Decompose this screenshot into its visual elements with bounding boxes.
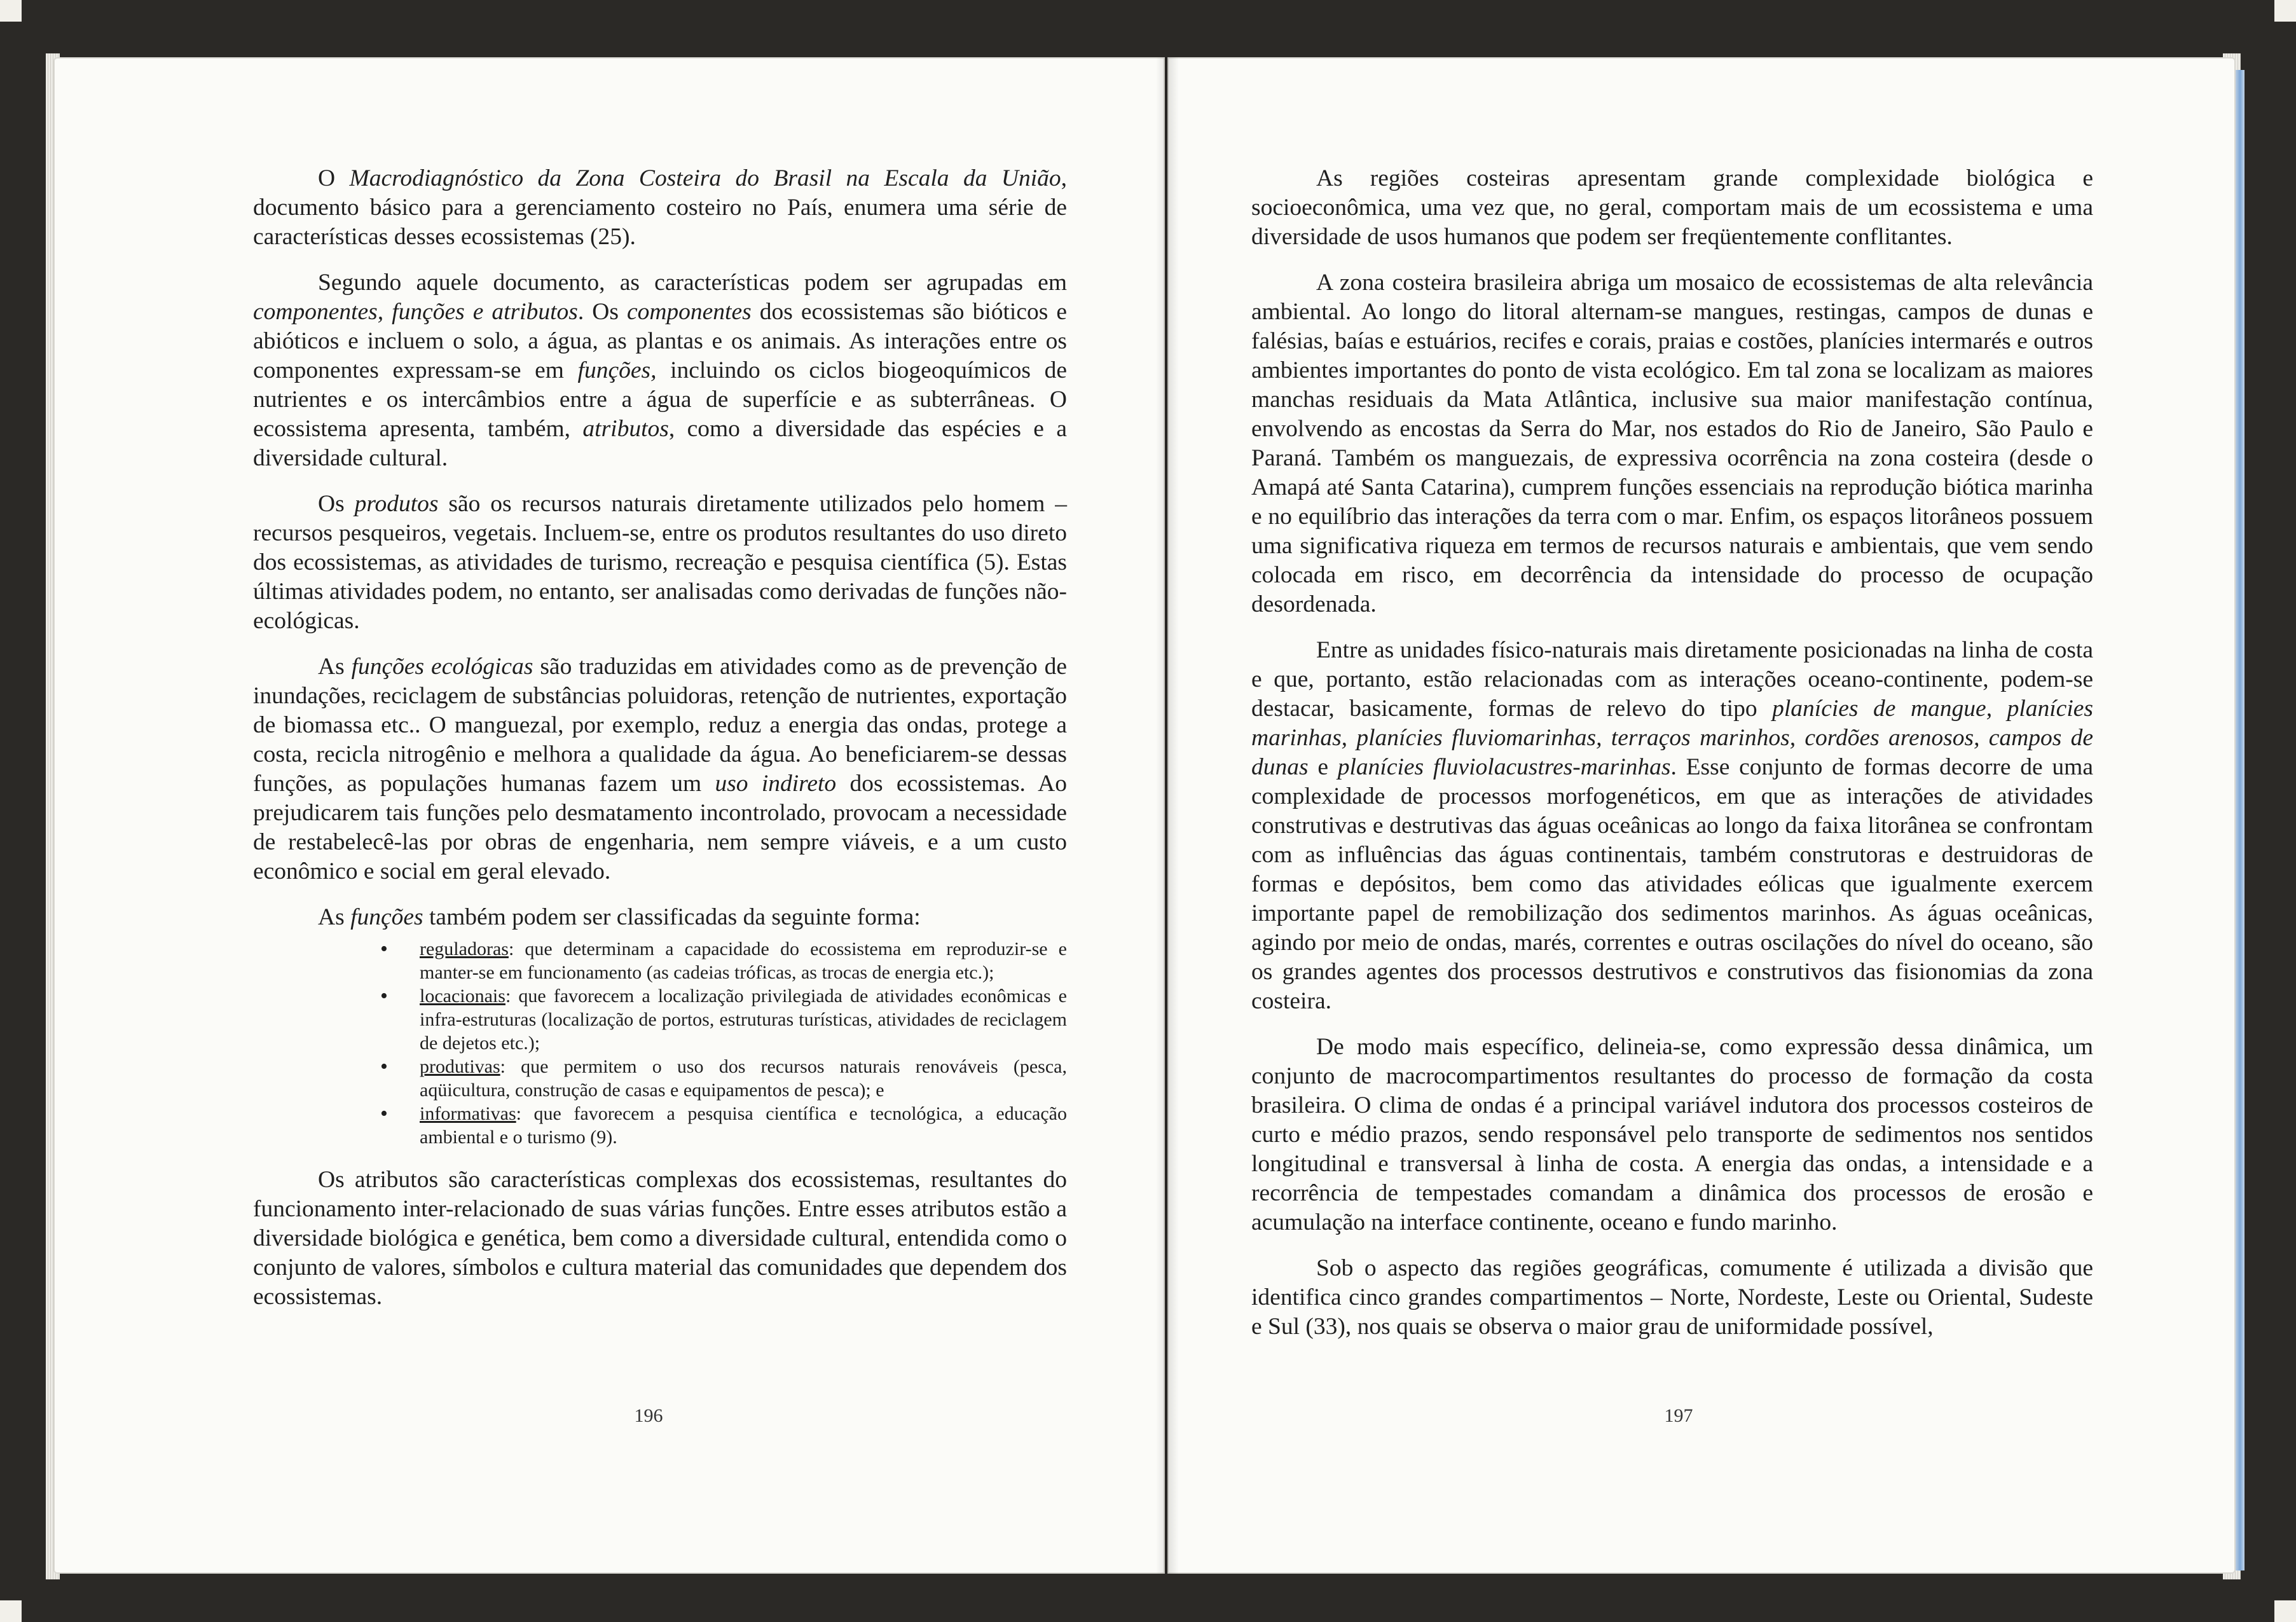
text-run: O xyxy=(318,165,350,191)
text-run: , como a diversidade das espécies e a diversidade cultural. xyxy=(253,416,1067,471)
paragraph xyxy=(253,164,1067,252)
page-number-right: 197 xyxy=(1664,1405,1693,1426)
text-run: . Os xyxy=(577,299,627,325)
text-run: também podem ser classificadas da seguinte forma: xyxy=(423,904,921,930)
functions-list xyxy=(253,937,1067,1149)
text-run: e xyxy=(1308,754,1338,780)
italic-term: Macrodiagnóstico da Zona Costeira do Brasil na Escala da União xyxy=(349,165,1061,191)
text-run: Segundo aquele documento, as características podem ser agrupadas em xyxy=(318,270,1067,296)
left-page-text xyxy=(253,164,1067,1312)
text-run: De modo mais específico, delineia-se, como expressão dessa dinâmica, um conjunto de macrocompartimentos resultantes do processo de formação da costa brasileira. O clima de ondas é a principal variável indutora dos processos costeiros de curto e médio prazos, sendo responsável pelo transporte de sedimentos nos sentidos longitudinal e transversal à linha de costa. A energia das ondas, a intensidade e a recorrência de tempestades comandam a dinâmica dos processos de erosão e acumulação na interface continente, oceano e fundo marinho. xyxy=(1251,1034,2093,1235)
paragraph xyxy=(1251,1254,2093,1342)
text-run: , documento básico para a gerenciamento costeiro no País, enumera uma série de características desses ecossistemas (25). xyxy=(253,165,1067,250)
paragraph xyxy=(253,268,1067,473)
italic-term: uso indireto xyxy=(715,771,837,797)
function-list-item xyxy=(380,984,1067,1055)
text-run: incluindo os ciclos biogeoquímicos de nutrientes e os intercâmbios entre a água de superfície e as subterrâneas. O ecossistema apresenta, também, xyxy=(253,357,1067,442)
function-list-item xyxy=(380,1055,1067,1102)
paragraph xyxy=(253,490,1067,636)
text-run: são traduzidas em atividades como as de prevenção de inundações, reciclagem de substâncias poluidoras, retenção de nutrientes, exportação de biomassa etc.. O manguezal, por exemplo, reduz a energia das ondas, protege a costa, recicla nitrogênio e melhora a qualidade da água. Ao beneficiarem-se dessas funções, as populações humanas fazem um xyxy=(253,654,1067,797)
paragraph-atributos: Os atributos são características complexas dos ecossistemas, resultantes do funcionamento inter-relacionado de suas várias funções. Entre esses atributos estão a diversidade biológica e genética, bem como a diversidade cultural, entendida como o conjunto de valores, símbolos e cultura material das comunidades que dependem dos ecossistemas. xyxy=(253,1167,1067,1310)
page-edge-blue xyxy=(2236,70,2244,1570)
italic-term: funções, xyxy=(577,357,657,383)
function-description: : que favorecem a localização privilegiada de atividades econômicas e infra-estruturas (localização de portos, estruturas turísticas, atividades de reciclagem de dejetos etc.); xyxy=(420,986,1067,1054)
function-list-item xyxy=(380,937,1067,984)
italic-term: funções xyxy=(350,904,423,930)
scan-corner-mark xyxy=(2274,1600,2296,1622)
function-list-item xyxy=(380,1102,1067,1149)
scan-corner-mark xyxy=(0,0,22,22)
text-run: são os recursos naturais diretamente utilizados pelo homem – recursos pesqueiros, vegetais. Incluem-se, entre os produtos resultantes do uso direto dos ecossistemas, as atividades de turismo, recreação e pesquisa científica (5). Estas últimas atividades podem, no entanto, ser analisadas como derivadas de funções não-ecológicas. xyxy=(253,491,1067,634)
text-run: As xyxy=(318,654,352,680)
text-run: Sob o aspecto das regiões geográficas, comumente é utilizada a divisão que identifica cinco grandes compartimentos – Norte, Nordeste, Leste ou Oriental, Sudeste e Sul (33), nos quais se observa o maior grau de uniformidade possível, xyxy=(1251,1255,2093,1340)
function-description: : que permitem o uso dos recursos naturais renováveis (pesca, aqüicultura, construção de casas e equipamentos de pesca); e xyxy=(420,1056,1067,1101)
function-description: : que favorecem a pesquisa científica e tecnológica, a educação ambiental e o turismo (9). xyxy=(420,1103,1067,1148)
text-run: As xyxy=(318,904,351,930)
text-run: A zona costeira brasileira abriga um mosaico de ecossistemas de alta relevância ambiental. Ao longo do litoral alternam-se mangues, restingas, campos de dunas e falésias, baías e estuários, recifes e corais, praias e costões, planícies intermarés e outros ambientes importantes do ponto de vista ecológico. Em tal zona se localizam as maiores manchas residuais da Mata Atlântica, inclusive sua maior manifestação contínua, envolvendo as encostas da Serra do Mar, nos estados do Rio de Janeiro, São Paulo e Paraná. Também os manguezais, de expressiva ocorrência na zona costeira (desde o Amapá até Santa Catarina), cumprem funções essenciais na reprodução biótica marinha e no equilíbrio das interações da terra com o mar. Enfim, os espaços litorâneos possuem uma significativa riqueza em termos de recursos naturais e ambientais, que vem sendo colocada em risco, em decorrência da intensidade do processo de ocupação desordenada. xyxy=(1251,270,2093,617)
italic-term: produtos xyxy=(354,491,439,517)
italic-term: planícies fluviolacustres-marinhas xyxy=(1337,754,1671,780)
page-number-left: 196 xyxy=(634,1405,663,1426)
italic-term: funções ecológicas xyxy=(351,654,533,680)
text-run: dos ecossistemas. Ao prejudicarem tais funções pelo desmatamento incontrolado, provocam a necessidade de restabelecê-las por obras de engenharia, nem sempre viáveis, e a um custo econômico e social em geral elevado. xyxy=(253,771,1067,884)
paragraph xyxy=(1251,636,2093,1016)
function-term: locacionais xyxy=(420,986,505,1007)
italic-term: componentes xyxy=(626,299,752,325)
italic-term: atributos xyxy=(582,416,669,442)
left-paragraphs xyxy=(253,164,1067,932)
function-term: informativas xyxy=(420,1103,516,1124)
scan-corner-mark xyxy=(2274,0,2296,22)
paragraph xyxy=(1251,164,2093,252)
paragraph xyxy=(253,903,1067,932)
right-paragraphs xyxy=(1251,164,2093,1342)
text-run: As regiões costeiras apresentam grande complexidade biológica e socioeconômica, uma vez que, no geral, comportam mais de um ecossistema e uma diversidade de usos humanos que podem ser freqüentemente conflitantes. xyxy=(1251,165,2093,250)
text-run: Entre as unidades físico-naturais mais diretamente posicionadas na linha de costa e que, portanto, estão relacionadas com as interações oceano-continente, podem-se destacar, basicamente, formas de relevo do tipo xyxy=(1251,637,2093,722)
book-gutter xyxy=(1156,57,1179,1574)
text-run: . Esse conjunto de formas decorre de uma complexidade de processos morfogenéticos, em que as interações de atividades construtivas e destrutivas das águas oceânicas ao longo da faixa litorânea se confrontam com as influências das águas continentais, também construtoras e destruidoras de formas e depósitos, bem como das atividades eólicas que igualmente exercem importante papel de remobilização dos sedimentos marinhos. As águas oceânicas, agindo por meio de ondas, marés, correntes e outras oscilações do nível do oceano, são os grandes agentes dos processos destrutivos e construtivos das fisionomias da zona costeira. xyxy=(1251,754,2093,1014)
scan-corner-mark xyxy=(0,1600,22,1622)
function-description: : que determinam a capacidade do ecossistema em reproduzir-se e manter-se em funcionamento (as cadeias tróficas, as trocas de energia etc.); xyxy=(420,938,1067,983)
right-page-text xyxy=(1251,164,2093,1342)
paragraph xyxy=(1251,268,2093,619)
text-run: dos ecossistemas são bióticos e abióticos e incluem o solo, a água, as plantas e os animais. As interações entre os componentes expressam-se em xyxy=(253,299,1067,383)
italic-term: planícies de mangue, planícies marinhas, planícies fluviomarinhas, terraços marinhos, cordões arenosos, campos de dunas xyxy=(1251,696,2093,780)
function-term: reguladoras xyxy=(420,938,509,959)
function-term: produtivas xyxy=(420,1056,500,1077)
text-run: Os xyxy=(318,491,355,517)
paragraph xyxy=(253,652,1067,886)
italic-term: componentes, funções e atributos xyxy=(253,299,578,325)
paragraph xyxy=(1251,1033,2093,1237)
